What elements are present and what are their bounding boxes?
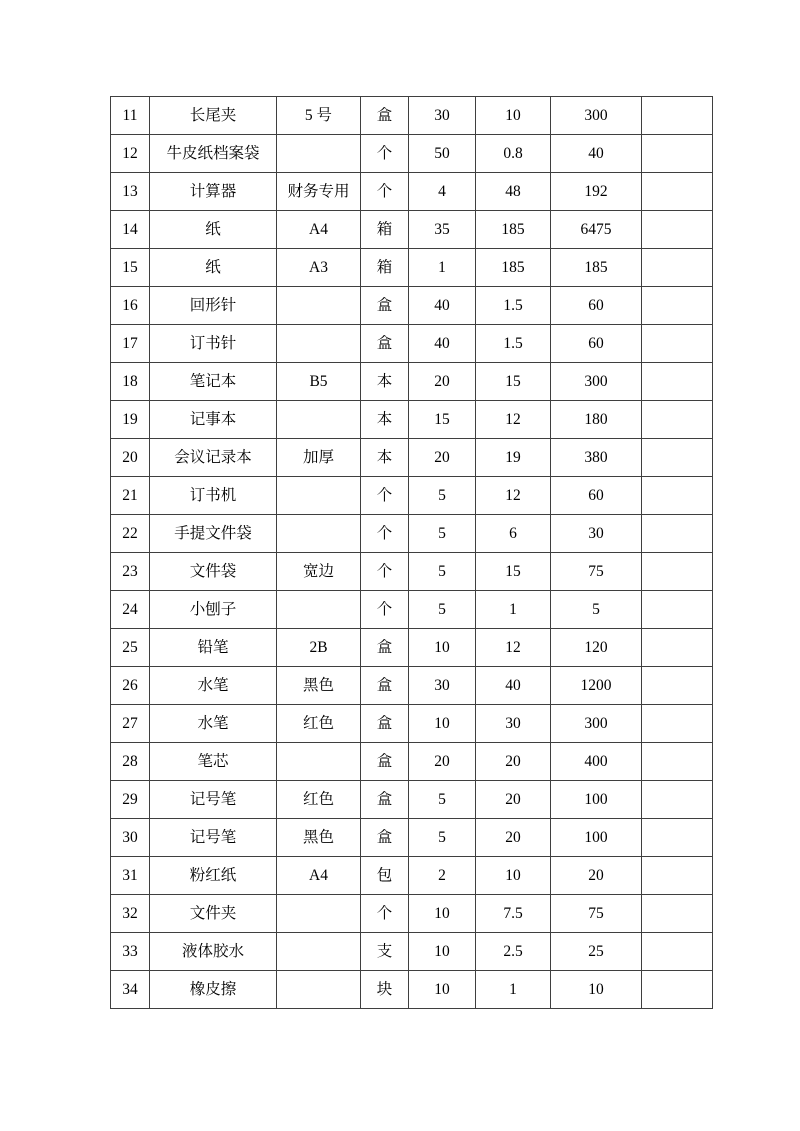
cell-note xyxy=(642,249,713,287)
cell-specification: 黑色 xyxy=(277,667,361,705)
cell-serial-number: 14 xyxy=(111,211,150,249)
cell-quantity: 40 xyxy=(409,287,476,325)
cell-quantity: 20 xyxy=(409,743,476,781)
cell-quantity: 5 xyxy=(409,591,476,629)
cell-unit-price: 185 xyxy=(476,211,551,249)
cell-item-name: 水笔 xyxy=(150,705,277,743)
table-row xyxy=(111,781,713,819)
cell-quantity: 10 xyxy=(409,705,476,743)
cell-quantity: 5 xyxy=(409,819,476,857)
cell-serial-number: 12 xyxy=(111,135,150,173)
cell-specification: A4 xyxy=(277,211,361,249)
cell-specification xyxy=(277,135,361,173)
cell-serial-number: 32 xyxy=(111,895,150,933)
cell-amount: 25 xyxy=(551,933,642,971)
cell-unit-price: 1.5 xyxy=(476,287,551,325)
cell-quantity: 10 xyxy=(409,933,476,971)
cell-unit: 盒 xyxy=(361,819,409,857)
cell-item-name: 液体胶水 xyxy=(150,933,277,971)
cell-amount: 400 xyxy=(551,743,642,781)
cell-amount: 185 xyxy=(551,249,642,287)
cell-serial-number: 18 xyxy=(111,363,150,401)
cell-specification xyxy=(277,933,361,971)
cell-note xyxy=(642,705,713,743)
cell-specification: A3 xyxy=(277,249,361,287)
table-row xyxy=(111,401,713,439)
cell-quantity: 20 xyxy=(409,363,476,401)
cell-unit-price: 10 xyxy=(476,97,551,135)
cell-quantity: 30 xyxy=(409,97,476,135)
cell-item-name: 长尾夹 xyxy=(150,97,277,135)
table-row xyxy=(111,287,713,325)
cell-specification: 黑色 xyxy=(277,819,361,857)
table-row xyxy=(111,363,713,401)
cell-unit-price: 1 xyxy=(476,591,551,629)
cell-note xyxy=(642,781,713,819)
cell-note xyxy=(642,173,713,211)
cell-amount: 75 xyxy=(551,553,642,591)
cell-specification: A4 xyxy=(277,857,361,895)
cell-unit: 盒 xyxy=(361,781,409,819)
table-row xyxy=(111,477,713,515)
cell-specification: B5 xyxy=(277,363,361,401)
cell-specification: 红色 xyxy=(277,781,361,819)
table-row xyxy=(111,629,713,667)
cell-specification xyxy=(277,401,361,439)
cell-serial-number: 11 xyxy=(111,97,150,135)
table-row xyxy=(111,515,713,553)
cell-quantity: 50 xyxy=(409,135,476,173)
table-row xyxy=(111,933,713,971)
cell-item-name: 牛皮纸档案袋 xyxy=(150,135,277,173)
cell-amount: 300 xyxy=(551,97,642,135)
cell-unit-price: 20 xyxy=(476,743,551,781)
table-row xyxy=(111,173,713,211)
cell-note xyxy=(642,629,713,667)
cell-unit-price: 19 xyxy=(476,439,551,477)
cell-unit: 箱 xyxy=(361,211,409,249)
cell-note xyxy=(642,363,713,401)
cell-note xyxy=(642,401,713,439)
cell-unit-price: 6 xyxy=(476,515,551,553)
cell-unit: 盒 xyxy=(361,743,409,781)
cell-specification xyxy=(277,515,361,553)
cell-specification xyxy=(277,477,361,515)
cell-serial-number: 15 xyxy=(111,249,150,287)
supplies-table xyxy=(110,96,713,1009)
cell-amount: 10 xyxy=(551,971,642,1009)
cell-unit-price: 1.5 xyxy=(476,325,551,363)
cell-note xyxy=(642,477,713,515)
cell-amount: 300 xyxy=(551,705,642,743)
cell-serial-number: 16 xyxy=(111,287,150,325)
cell-serial-number: 23 xyxy=(111,553,150,591)
table-row xyxy=(111,895,713,933)
cell-note xyxy=(642,439,713,477)
cell-note xyxy=(642,667,713,705)
cell-amount: 300 xyxy=(551,363,642,401)
cell-serial-number: 30 xyxy=(111,819,150,857)
cell-quantity: 5 xyxy=(409,515,476,553)
cell-quantity: 20 xyxy=(409,439,476,477)
cell-unit: 个 xyxy=(361,477,409,515)
cell-serial-number: 19 xyxy=(111,401,150,439)
cell-item-name: 订书机 xyxy=(150,477,277,515)
cell-item-name: 计算器 xyxy=(150,173,277,211)
cell-unit: 盒 xyxy=(361,287,409,325)
table-row xyxy=(111,211,713,249)
cell-item-name: 文件夹 xyxy=(150,895,277,933)
cell-serial-number: 20 xyxy=(111,439,150,477)
cell-serial-number: 24 xyxy=(111,591,150,629)
cell-item-name: 粉红纸 xyxy=(150,857,277,895)
cell-unit: 箱 xyxy=(361,249,409,287)
table-row xyxy=(111,705,713,743)
cell-quantity: 40 xyxy=(409,325,476,363)
cell-quantity: 10 xyxy=(409,895,476,933)
cell-serial-number: 31 xyxy=(111,857,150,895)
cell-note xyxy=(642,933,713,971)
cell-serial-number: 27 xyxy=(111,705,150,743)
cell-serial-number: 33 xyxy=(111,933,150,971)
cell-item-name: 回形针 xyxy=(150,287,277,325)
cell-amount: 60 xyxy=(551,287,642,325)
cell-unit: 本 xyxy=(361,439,409,477)
cell-unit: 个 xyxy=(361,553,409,591)
cell-serial-number: 29 xyxy=(111,781,150,819)
cell-item-name: 记事本 xyxy=(150,401,277,439)
cell-serial-number: 34 xyxy=(111,971,150,1009)
cell-amount: 380 xyxy=(551,439,642,477)
cell-specification: 宽边 xyxy=(277,553,361,591)
cell-note xyxy=(642,971,713,1009)
cell-note xyxy=(642,135,713,173)
cell-quantity: 1 xyxy=(409,249,476,287)
cell-unit: 盒 xyxy=(361,629,409,667)
cell-amount: 100 xyxy=(551,819,642,857)
cell-note xyxy=(642,211,713,249)
table-row xyxy=(111,135,713,173)
cell-unit: 包 xyxy=(361,857,409,895)
cell-item-name: 会议记录本 xyxy=(150,439,277,477)
cell-item-name: 纸 xyxy=(150,211,277,249)
cell-quantity: 5 xyxy=(409,477,476,515)
cell-specification: 加厚 xyxy=(277,439,361,477)
cell-unit-price: 48 xyxy=(476,173,551,211)
cell-amount: 120 xyxy=(551,629,642,667)
cell-quantity: 30 xyxy=(409,667,476,705)
cell-serial-number: 13 xyxy=(111,173,150,211)
cell-amount: 60 xyxy=(551,477,642,515)
cell-unit-price: 15 xyxy=(476,553,551,591)
table-row xyxy=(111,439,713,477)
cell-serial-number: 21 xyxy=(111,477,150,515)
cell-quantity: 35 xyxy=(409,211,476,249)
cell-quantity: 4 xyxy=(409,173,476,211)
table-row xyxy=(111,249,713,287)
cell-specification xyxy=(277,971,361,1009)
cell-note xyxy=(642,591,713,629)
cell-item-name: 橡皮擦 xyxy=(150,971,277,1009)
cell-note xyxy=(642,325,713,363)
cell-amount: 192 xyxy=(551,173,642,211)
cell-note xyxy=(642,553,713,591)
cell-unit: 支 xyxy=(361,933,409,971)
table-row xyxy=(111,325,713,363)
cell-item-name: 笔芯 xyxy=(150,743,277,781)
cell-amount: 6475 xyxy=(551,211,642,249)
cell-quantity: 10 xyxy=(409,629,476,667)
table-row xyxy=(111,743,713,781)
cell-unit-price: 12 xyxy=(476,401,551,439)
cell-unit-price: 40 xyxy=(476,667,551,705)
cell-unit: 个 xyxy=(361,515,409,553)
cell-unit: 盒 xyxy=(361,705,409,743)
cell-amount: 1200 xyxy=(551,667,642,705)
cell-item-name: 小刨子 xyxy=(150,591,277,629)
cell-item-name: 纸 xyxy=(150,249,277,287)
cell-item-name: 水笔 xyxy=(150,667,277,705)
cell-specification xyxy=(277,895,361,933)
cell-unit: 个 xyxy=(361,591,409,629)
cell-specification: 5 号 xyxy=(277,97,361,135)
supplies-table-body xyxy=(111,97,713,1009)
cell-amount: 180 xyxy=(551,401,642,439)
cell-item-name: 记号笔 xyxy=(150,781,277,819)
cell-unit-price: 10 xyxy=(476,857,551,895)
cell-unit: 个 xyxy=(361,173,409,211)
cell-unit-price: 2.5 xyxy=(476,933,551,971)
cell-specification: 财务专用 xyxy=(277,173,361,211)
cell-unit: 盒 xyxy=(361,325,409,363)
cell-amount: 20 xyxy=(551,857,642,895)
cell-note xyxy=(642,97,713,135)
cell-note xyxy=(642,857,713,895)
cell-unit: 本 xyxy=(361,363,409,401)
cell-unit: 本 xyxy=(361,401,409,439)
table-row xyxy=(111,97,713,135)
cell-serial-number: 28 xyxy=(111,743,150,781)
cell-quantity: 5 xyxy=(409,781,476,819)
table-row xyxy=(111,819,713,857)
cell-amount: 100 xyxy=(551,781,642,819)
cell-unit: 块 xyxy=(361,971,409,1009)
cell-amount: 40 xyxy=(551,135,642,173)
cell-unit-price: 20 xyxy=(476,819,551,857)
cell-amount: 5 xyxy=(551,591,642,629)
cell-item-name: 文件袋 xyxy=(150,553,277,591)
cell-note xyxy=(642,287,713,325)
cell-serial-number: 26 xyxy=(111,667,150,705)
table-row xyxy=(111,591,713,629)
cell-note xyxy=(642,743,713,781)
table-row xyxy=(111,553,713,591)
cell-unit-price: 20 xyxy=(476,781,551,819)
cell-specification: 2B xyxy=(277,629,361,667)
cell-unit: 盒 xyxy=(361,97,409,135)
cell-unit-price: 1 xyxy=(476,971,551,1009)
cell-quantity: 15 xyxy=(409,401,476,439)
cell-amount: 75 xyxy=(551,895,642,933)
cell-unit-price: 12 xyxy=(476,629,551,667)
cell-unit-price: 0.8 xyxy=(476,135,551,173)
cell-specification: 红色 xyxy=(277,705,361,743)
cell-quantity: 5 xyxy=(409,553,476,591)
cell-specification xyxy=(277,325,361,363)
cell-note xyxy=(642,515,713,553)
cell-unit: 盒 xyxy=(361,667,409,705)
cell-item-name: 手提文件袋 xyxy=(150,515,277,553)
cell-unit-price: 12 xyxy=(476,477,551,515)
cell-serial-number: 22 xyxy=(111,515,150,553)
cell-quantity: 2 xyxy=(409,857,476,895)
cell-unit-price: 30 xyxy=(476,705,551,743)
cell-unit: 个 xyxy=(361,135,409,173)
cell-unit: 个 xyxy=(361,895,409,933)
cell-item-name: 笔记本 xyxy=(150,363,277,401)
cell-note xyxy=(642,819,713,857)
cell-specification xyxy=(277,743,361,781)
cell-serial-number: 17 xyxy=(111,325,150,363)
cell-unit-price: 185 xyxy=(476,249,551,287)
cell-specification xyxy=(277,287,361,325)
cell-quantity: 10 xyxy=(409,971,476,1009)
cell-amount: 60 xyxy=(551,325,642,363)
cell-unit-price: 7.5 xyxy=(476,895,551,933)
cell-amount: 30 xyxy=(551,515,642,553)
cell-specification xyxy=(277,591,361,629)
table-row xyxy=(111,971,713,1009)
cell-item-name: 订书针 xyxy=(150,325,277,363)
cell-note xyxy=(642,895,713,933)
cell-unit-price: 15 xyxy=(476,363,551,401)
cell-item-name: 记号笔 xyxy=(150,819,277,857)
cell-item-name: 铅笔 xyxy=(150,629,277,667)
cell-serial-number: 25 xyxy=(111,629,150,667)
table-row xyxy=(111,667,713,705)
table-row xyxy=(111,857,713,895)
